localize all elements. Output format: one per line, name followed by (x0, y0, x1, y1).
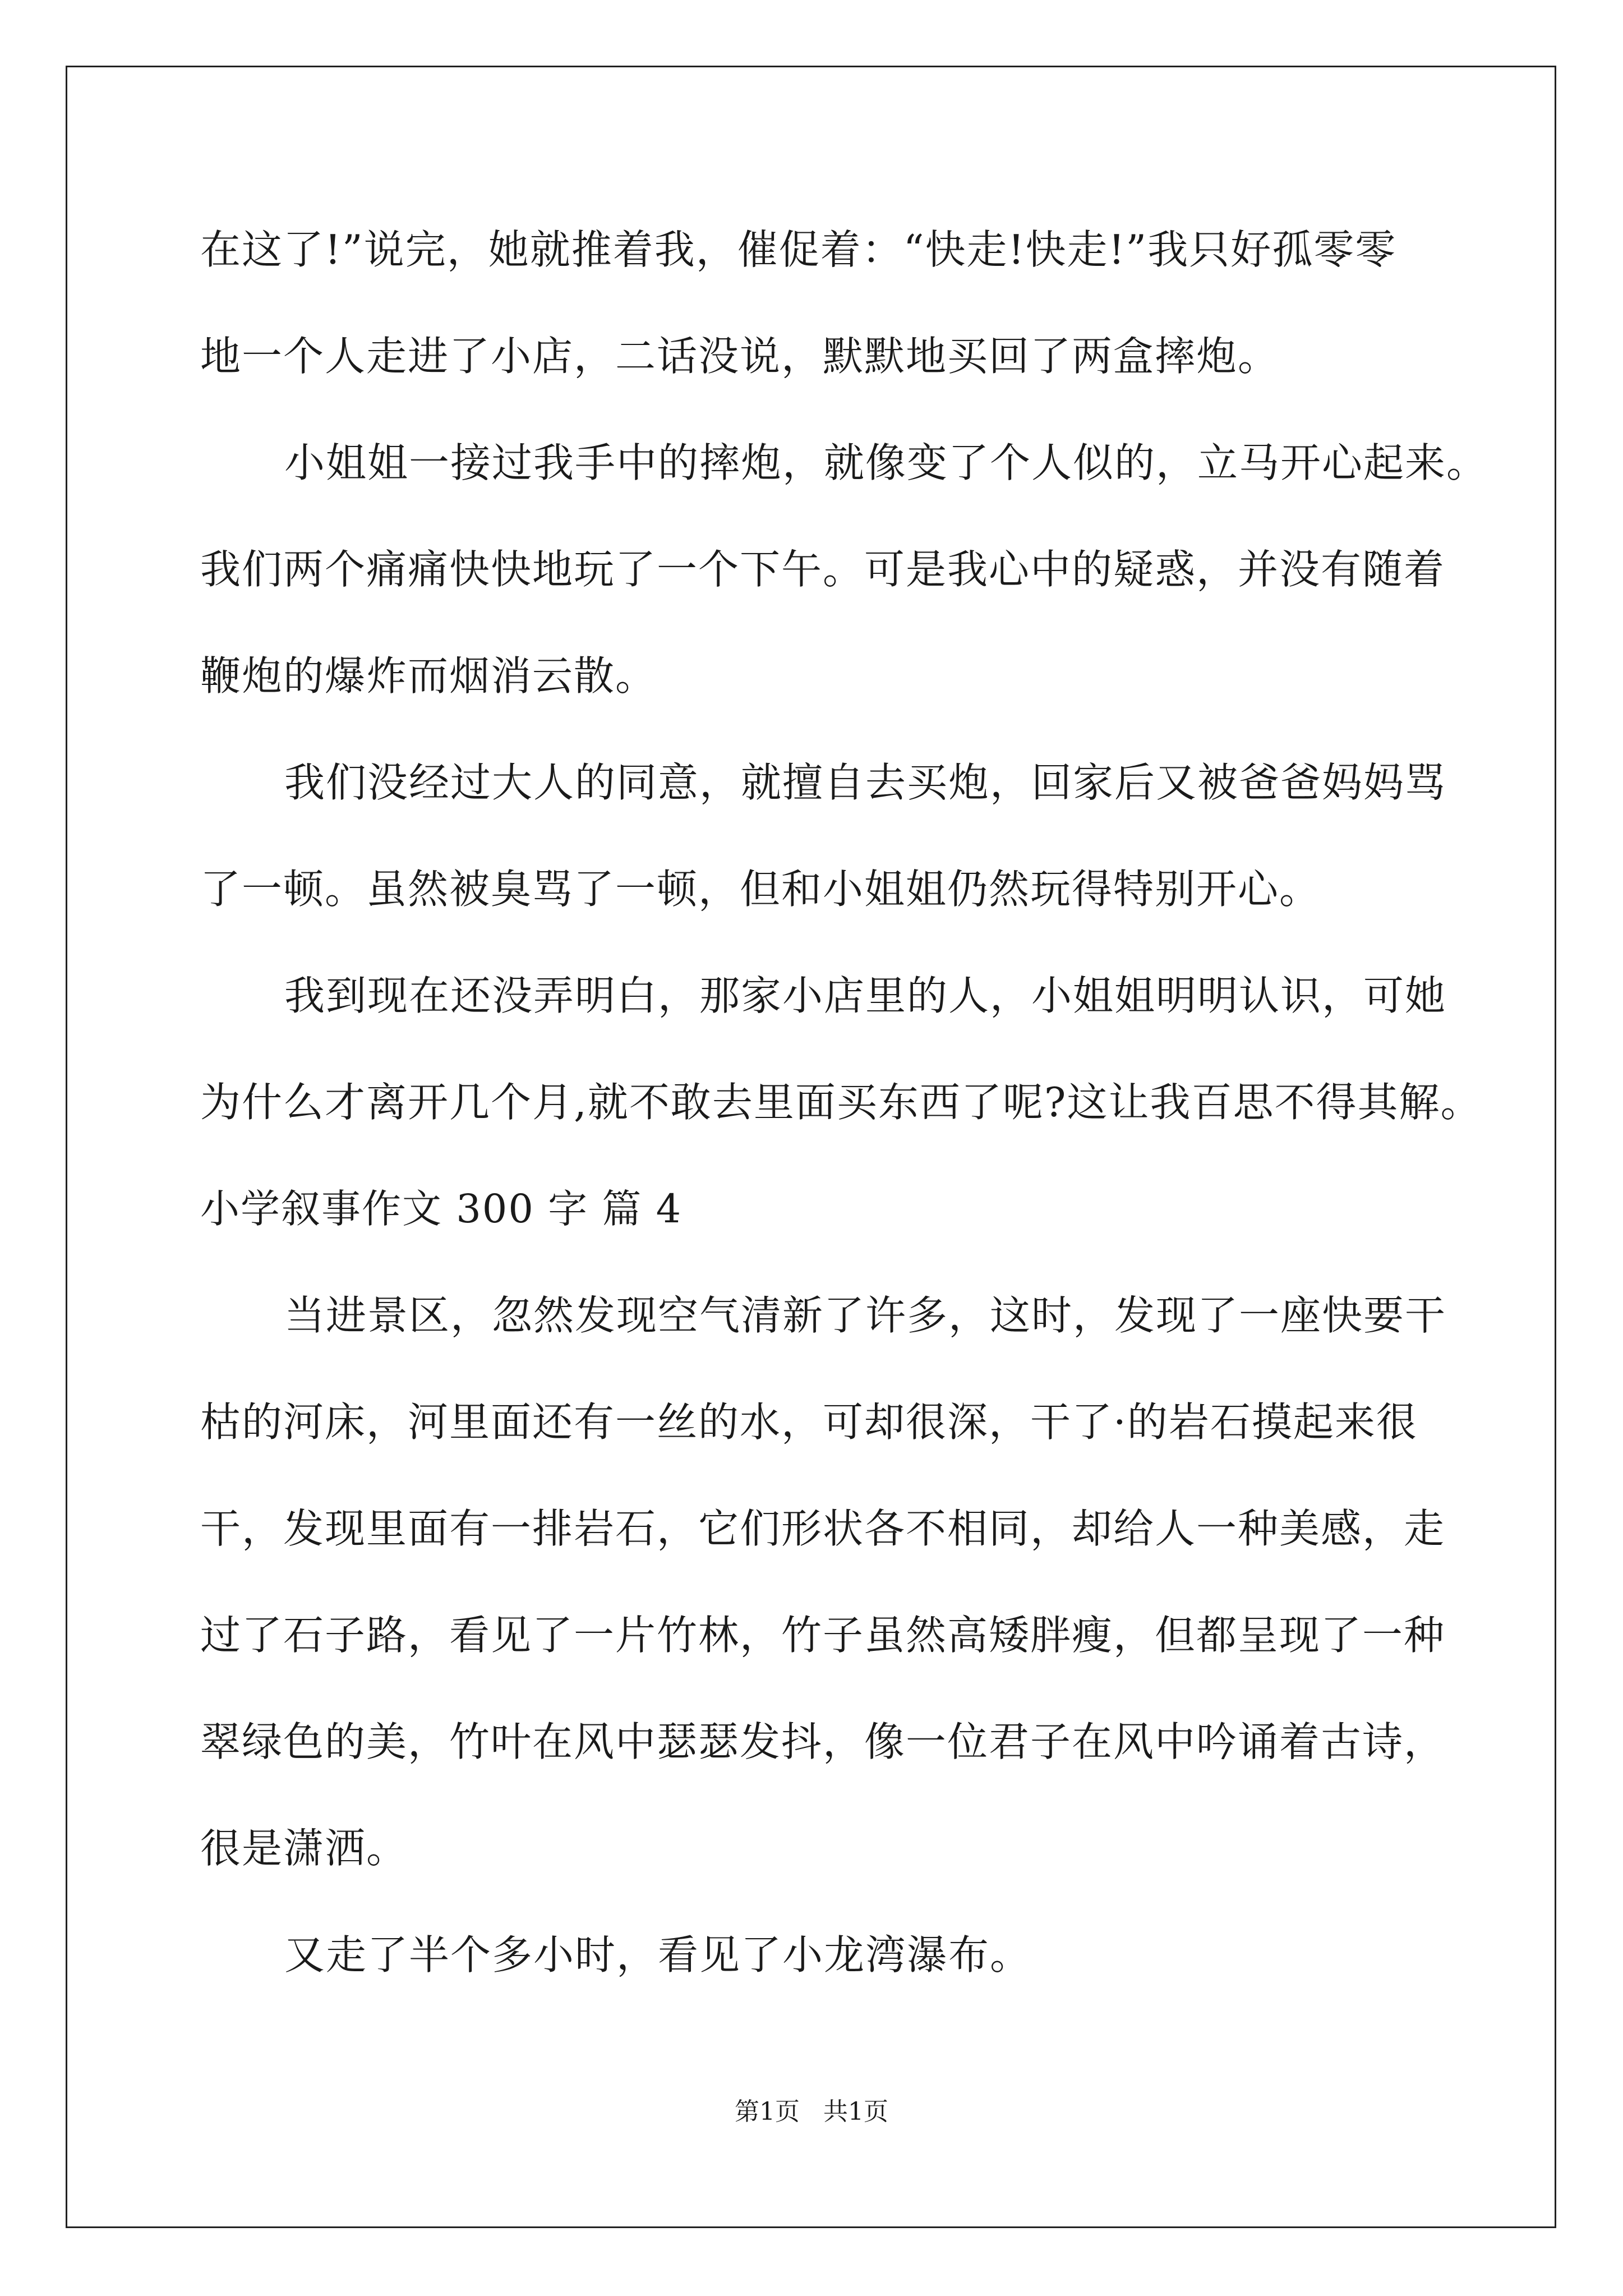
paragraph-start-line: 小姐姐一接过我手中的摔炮，就像变了个人似的，立马开心起来。 (284, 439, 1488, 486)
paragraph-start-line: 当进景区，忽然发现空气清新了许多，这时，发现了一座快要干 (284, 1292, 1447, 1339)
paragraph-start-line: 我到现在还没弄明白，那家小店里的人，小姐姐明明认识，可她 (284, 972, 1447, 1019)
text-line: 鞭炮的爆炸而烟消云散。 (200, 652, 657, 700)
page-number-footer: 第1页 共1页 (735, 2097, 888, 2126)
text-line: 翠绿色的美，竹叶在风中瑟瑟发抖，像一位君子在风中吟诵着古诗， (200, 1718, 1446, 1765)
text-line: 我们两个痛痛快快地玩了一个下午。可是我心中的疑惑，并没有随着 (200, 546, 1446, 593)
text-line: 枯的河床，河里面还有一丝的水，可却很深，干了·的岩石摸起来很 (200, 1398, 1418, 1446)
text-line: 了一顿。虽然被臭骂了一顿，但和小姐姐仍然玩得特别开心。 (200, 866, 1321, 913)
paragraph-start-line: 又走了半个多小时，看见了小龙湾瀑布。 (284, 1931, 1032, 1978)
text-line: 在这了!”说完，她就推着我，催促着：“快走!快走!”我只好孤零零 (200, 226, 1397, 273)
text-line: 干，发现里面有一排岩石，它们形状各不相同，却给人一种美感，走 (200, 1505, 1446, 1552)
text-line: 为什么才离开几个月,就不敢去里面买东西了呢?这让我百思不得其解。 (200, 1079, 1482, 1126)
document-body (200, 213, 1488, 2025)
text-line: 地一个人走进了小店，二话没说，默默地买回了两盒摔炮。 (200, 333, 1280, 380)
text-line: 过了石子路，看见了一片竹林，竹子虽然高矮胖瘦，但都呈现了一种 (200, 1612, 1446, 1659)
paragraph-start-line: 我们没经过大人的同意，就擅自去买炮，回家后又被爸爸妈妈骂 (284, 759, 1447, 806)
section-heading: 小学叙事作文 300 字 篇 4 (200, 1186, 683, 1232)
text-line: 很是潇洒。 (200, 1825, 408, 1872)
